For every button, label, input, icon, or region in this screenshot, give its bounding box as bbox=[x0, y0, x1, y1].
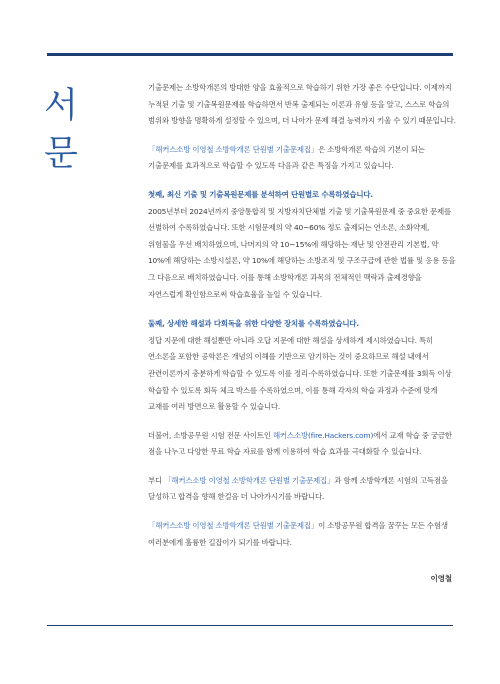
website-paragraph bbox=[148, 428, 456, 461]
closing-paragraph bbox=[148, 518, 456, 551]
book-paragraph-text: 은 소방학개론 학습의 기본이 되는 기출문제를 효과적으로 학습할 수 있도록 다음과 같은 특징을 가지고 있습니다. bbox=[148, 144, 425, 171]
book-title: 「해커스소방 이영철 소방학개론 단원별 기출문제집」 bbox=[148, 144, 319, 154]
top-rule bbox=[47, 53, 453, 56]
wish-text-after: 과 함께 소방학개론 시험의 고득점을 달성하고 합격을 향해 한걸음 더 나아가시기를 바랍니다. bbox=[148, 475, 448, 502]
title-char-1: 서 bbox=[44, 86, 78, 126]
feature2-heading: 둘째, 상세한 해설과 다회독을 위한 다양한 장치를 수록하였습니다. bbox=[148, 319, 359, 329]
closing-text: 이 소방공무원 합격을 꿈꾸는 모든 수험생 여러분에게 훌륭한 길잡이가 되기를 바랍니다. bbox=[148, 521, 448, 547]
feature1-body: 2005년부터 2024년까지 중앙통합직 및 지방자치단체별 기출 및 기출복원문제 중 중요한 문제를 선별하여 수록하였습니다. 또한 시험문제의 약 40~60% 정도 출제되는 연소론, 소화약제, 위험물을 우선 배치하였으며, 나머지의 약 10~15%에 해당하는 재난 및 안전관리 기본법, 약 10%에 해당하는 소방시설론, 약 10%에 해당하는 소방조직 및 구조구급에 관한 법률 및 응용 등을 그 다음으로 배치하였습니다. 이를 통해 소방학개론 과목의 전체적인 맥락과 출제경향을 자연스럽게 확인함으로써 학습효율을 높일 수 있습니다. bbox=[148, 206, 456, 299]
closing-book-title: 「해커스소방 이영철 소방학개론 단원별 기출문제집」 bbox=[148, 521, 319, 531]
website-text-after: 에서 교재 학습 중 궁금한 점을 나누고 다양한 무료 학습 자료를 함께 이용하여 학습 효과를 극대화할 수 있습니다. bbox=[148, 430, 452, 457]
title-char-2: 문 bbox=[44, 134, 78, 174]
wish-text-before: 부디 bbox=[148, 475, 165, 485]
website-link[interactable]: 해커스소방(fire.Hackers.com) bbox=[273, 430, 374, 440]
author-signature: 이영철 bbox=[430, 574, 452, 584]
book-paragraph bbox=[148, 142, 456, 175]
intro-paragraph: 기출문제는 소방학개론의 방대한 양을 효율적으로 학습하기 위한 가장 좋은 수단입니다. 이제까지 누적된 기출 및 기출복원문제를 학습하면서 반복 출제되는 이론과 유형 등을 알고, 스스로 학습의 범위와 방향을 명확하게 설정할 수 있으며, 더 나아가 문제 해결 능력까지 키울 수 있기 때문입니다. bbox=[148, 83, 456, 126]
website-text-before: 더불어, 소방공무원 시험 전문 사이트인 bbox=[148, 430, 274, 440]
wish-book-title: 「해커스소방 이영철 소방학개론 단원별 기출문제집」 bbox=[164, 475, 335, 485]
wish-paragraph bbox=[148, 473, 456, 506]
page-title bbox=[44, 82, 84, 178]
feature2-body: 정답 지문에 대한 해설뿐만 아니라 오답 지문에 대한 해설을 상세하게 제시하였습니다. 특히 연소론을 포함한 공학론은 개념의 이해를 기반으로 암기하는 것이 중요하므로 해설 내에서 관련이론까지 충분하게 학습할 수 있도록 이를 정리·수록하였습니다. 또한 기출문제를 3회독 이상 학습할 수 있도록 회독 체크 박스를 수록하였으며, 이를 통해 각자의 학습 과정과 수준에 맞게 교재를 여러 방면으로 활용할 수 있습니다. bbox=[148, 335, 452, 412]
bottom-rule bbox=[47, 625, 453, 626]
preface-body bbox=[148, 80, 456, 588]
feature1-heading: 첫째, 최신 기출 및 기출복원문제를 분석하여 단원별로 수록하였습니다. bbox=[148, 189, 373, 199]
